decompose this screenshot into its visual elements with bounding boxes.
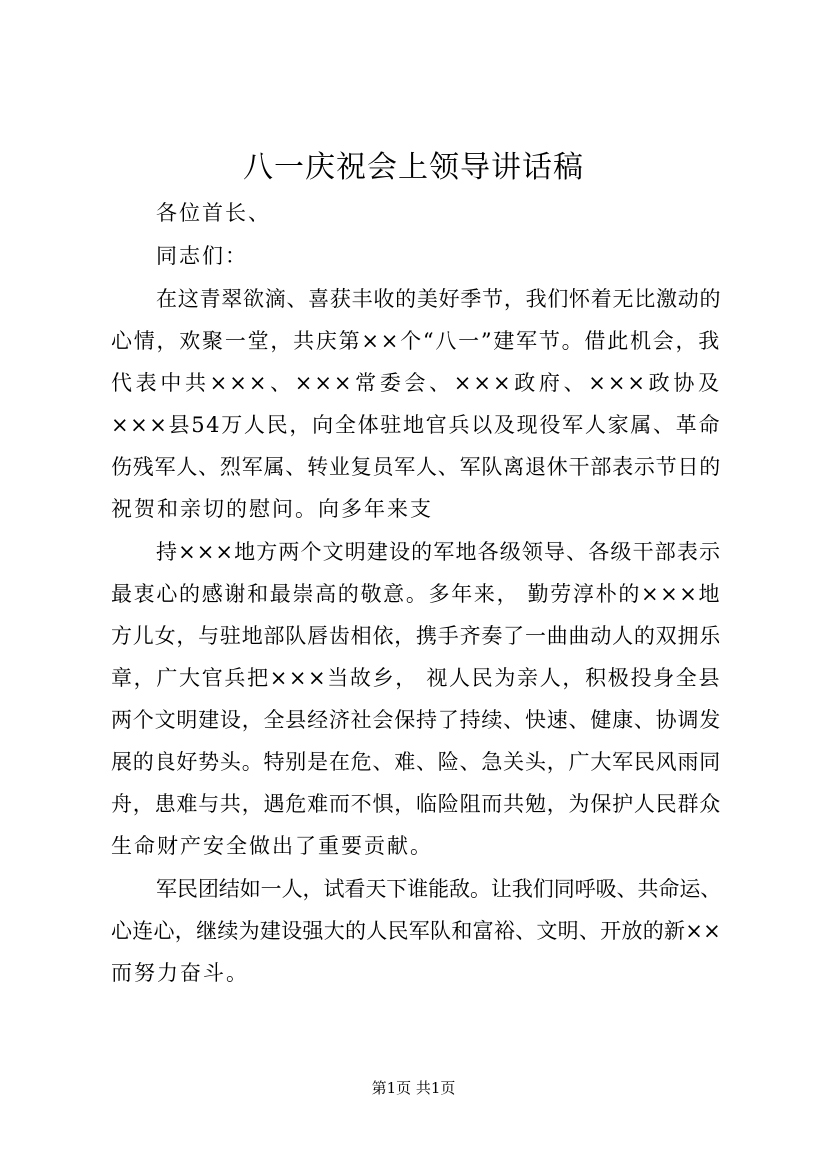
salutation-line: 同志们： [156,244,248,268]
paragraph-line: 祝贺和亲切的慰问。向多年来支 [111,497,433,521]
paragraph-line: 舟，患难与共，遇危难而不惧，临险阻而共勉，为保护人民群众 [111,792,721,816]
paragraph-line: 生命财产安全做出了重要贡献。 [111,834,433,858]
paragraph-line: 两个文明建设，全县经济社会保持了持续、快速、健康、协调发 [111,708,721,732]
paragraph-line: 最衷心的感谢和最崇高的敬意。多年来， 勤劳淳朴的×××地 [111,582,721,606]
paragraph-line: 在这青翠欲滴、喜获丰收的美好季节，我们怀着无比激动的 [156,287,721,311]
paragraph-line: 代表中共×××、×××常委会、×××政府、×××政协及 [111,371,721,395]
paragraph-line: 方儿女，与驻地部队唇齿相依，携手齐奏了一曲曲动人的双拥乐 [111,624,721,648]
paragraph-line: 而努力奋斗。 [111,961,249,985]
paragraph-line: 心情，欢聚一堂，共庆第××个“八一”建军节。借此机会，我 [111,329,721,353]
salutation-line: 各位首长、 [156,201,271,225]
paragraph-line: ×××县54万人民，向全体驻地官兵以及现役军人家属、革命 [111,413,721,437]
page-footer: 第1页 共1页 [371,1079,456,1097]
paragraph-line: 伤残军人、烈军属、转业复员军人、军队离退休干部表示节日的 [111,455,721,479]
document-title: 八一庆祝会上领导讲话稿 [243,150,584,185]
paragraph-line: 心连心，继续为建设强大的人民军队和富裕、文明、开放的新×× [111,919,721,943]
paragraph-line: 展的良好势头。特别是在危、难、险、急关头，广大军民风雨同 [111,750,721,774]
paragraph-line: 章，广大官兵把×××当故乡， 视人民为亲人，积极投身全县 [111,666,721,690]
paragraph-line: 持×××地方两个文明建设的军地各级领导、各级干部表示 [156,540,721,564]
paragraph-line: 军民团结如一人，试看天下谁能敌。让我们同呼吸、共命运、 [156,877,721,901]
